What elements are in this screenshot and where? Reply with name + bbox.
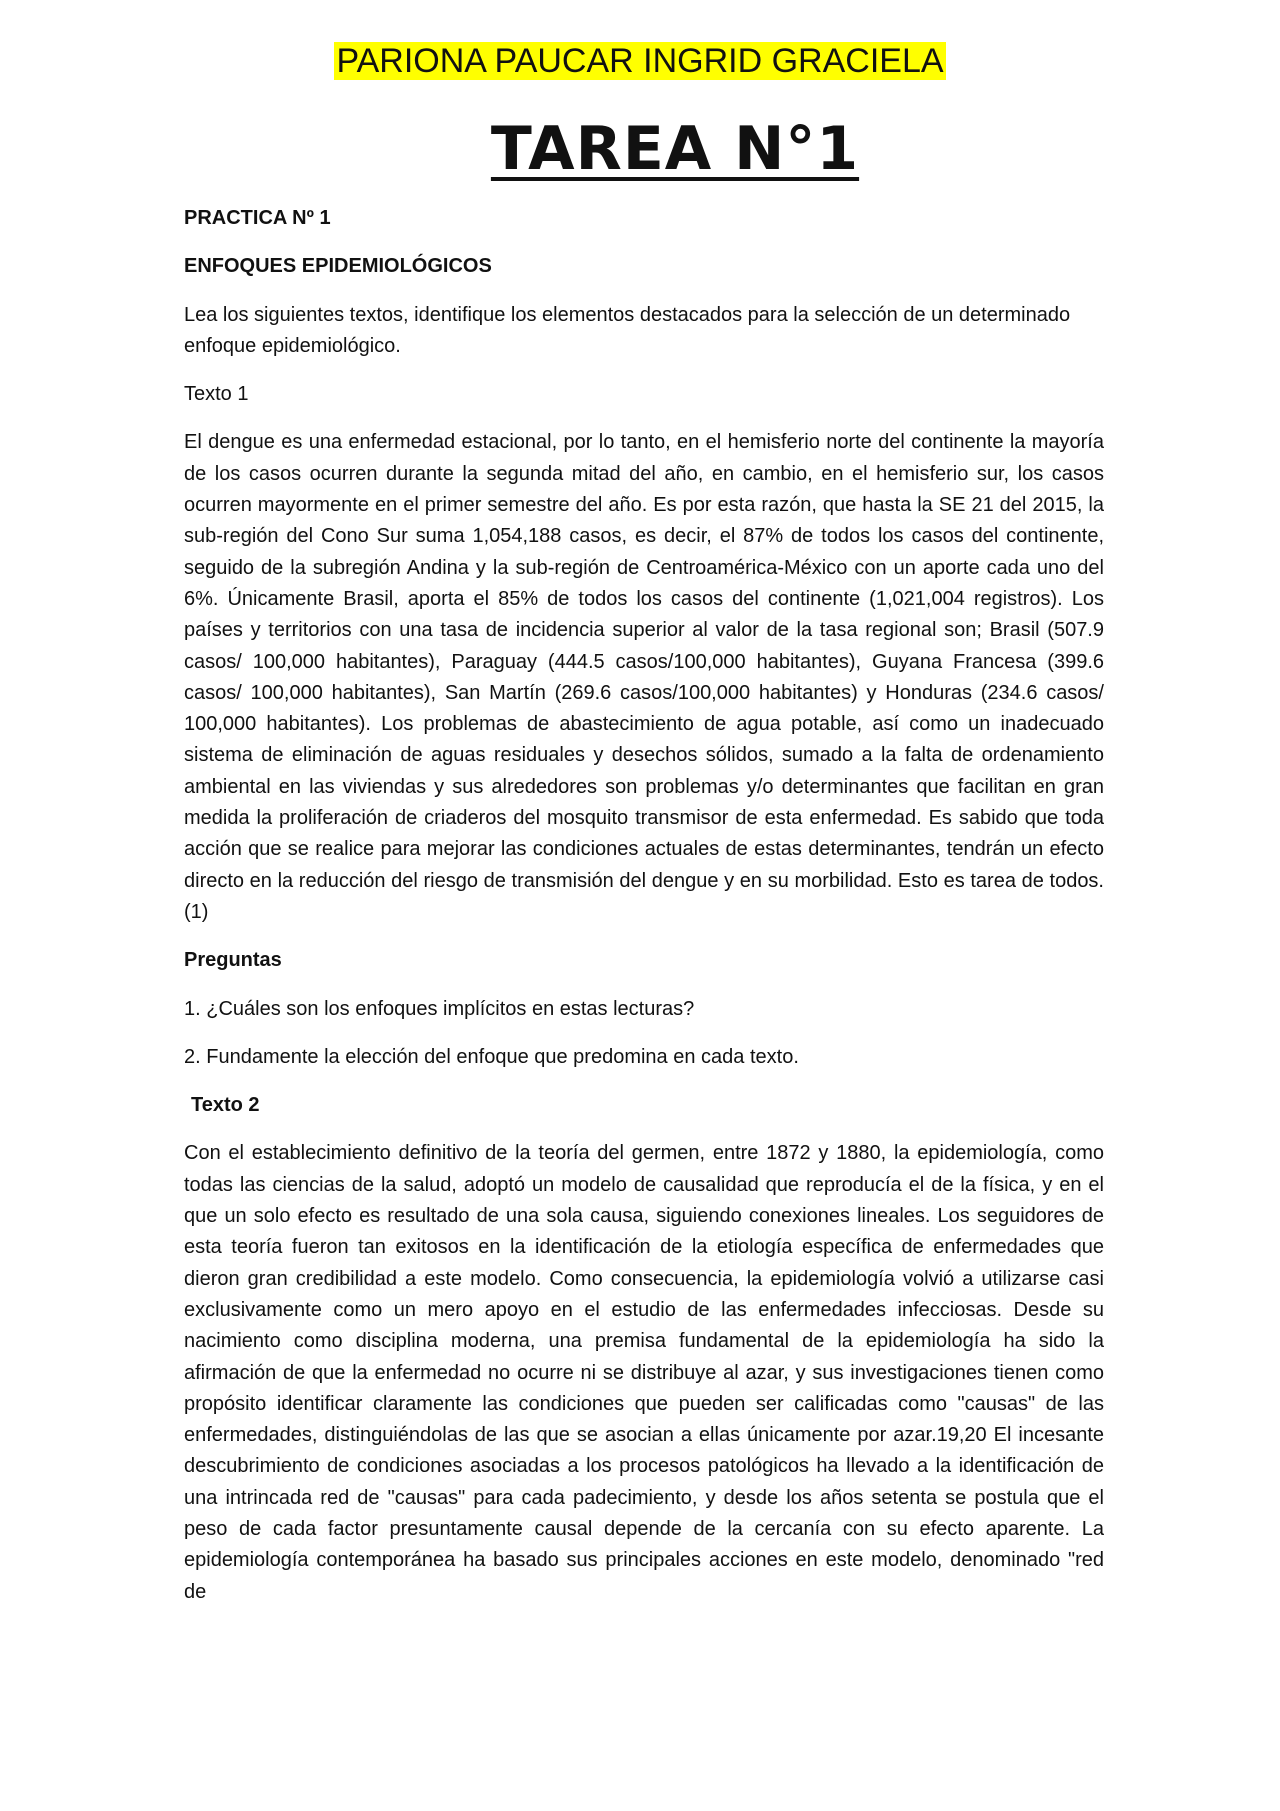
instructions-paragraph: Lea los siguientes textos, identifique los elementos destacados para la selección de un determinado enfoque epidemiológico. — [184, 303, 1071, 357]
main-title — [0, 114, 1280, 184]
text1-body: El dengue es una enfermedad estacional, por lo tanto, en el hemisferio norte del continente la mayoría de los casos ocurren durante la segunda mitad del año, en cambio, en el hemisferio sur, los casos ocurren mayormente en el primer semestre del año. Es por esta razón, que hasta la SE 21 del 2015, la sub-región del Cono Sur suma 1,054,188 casos, es decir, el 87% de todos los casos del continente, seguido de la subregión Andina y la sub-región de Centroamérica-México con un aporte cada uno del 6%. Únicamente Brasil, aporta el 85% de todos los casos del continente (1,021,004 registros). Los países y territorios con una tasa de incidencia superior al valor de la tasa regional son; Brasil (507.9 casos/ 100,000 habitantes), Paraguay (444.5 casos/100,000 habitantes), Guyana Francesa (399.6 casos/ 100,000 habitantes), San Martín (269.6 casos/100,000 habitantes) y Honduras (234.6 casos/ 100,000 habitantes). Los problemas de abastecimiento de agua potable, así como un inadecuado sistema de eliminación de aguas residuales y desechos sólidos, sumado a la falta de ordenamiento ambiental en las viviendas y sus alrededores son problemas y/o determinantes que facilitan en gran medida la proliferación de criaderos del mosquito transmisor de esta enfermedad. Es sabido que toda acción que se realice para mejorar las condiciones actuales de estas determinantes, tendrán un efecto directo en la reducción del riesgo de transmisión del dengue y en su morbilidad. Esto es tarea de todos.(1) — [184, 431, 1104, 923]
questions-heading: Preguntas — [184, 949, 282, 972]
main-title-text: TAREA N°1 — [490, 114, 860, 184]
practice-heading: PRACTICA Nº 1 — [184, 207, 331, 229]
author-name-highlight: PARIONA PAUCAR INGRID GRACIELA — [336, 42, 944, 80]
question-item-1: 1. ¿Cuáles son los enfoques implícitos en estas lecturas? — [184, 997, 695, 1020]
text2-body: Con el establecimiento definitivo de la teoría del germen, entre 1872 y 1880, la epidemiología, como todas las ciencias de la salud, adoptó un modelo de causalidad que reproducía el de la física, y en el que un solo efecto es resultado de una sola causa, siguiendo conexiones lineales. Los seguidores de esta teoría fueron tan exitosos en la identificación de la etiología específica de enfermedades que dieron gran credibilidad a este modelo. Como consecuencia, la epidemiología volvió a utilizarse casi exclusivamente como un mero apoyo en el estudio de las enfermedades infecciosas. Desde su nacimiento como disciplina moderna, una premisa fundamental de la epidemiología ha sido la afirmación de que la enfermedad no ocurre ni se distribuye al azar, y sus investigaciones tienen como propósito identificar claramente las condiciones que pueden ser calificadas como "causas" de las enfermedades, distinguiéndolas de las que se asocian a ellas únicamente por azar.19,20 El incesante descubrimiento de condiciones asociadas a los procesos patológicos ha llevado a la identificación de una intrincada red de "causas" para cada padecimiento, y desde los años setenta se postula que el peso de cada factor presuntamente causal depende de la cercanía con su efecto aparente. La epidemiología contemporánea ha basado sus principales acciones en este modelo, denominado "red de — [184, 1142, 1104, 1603]
section-title: ENFOQUES EPIDEMIOLÓGICOS — [184, 255, 492, 278]
author-name — [0, 38, 1280, 84]
document-body — [184, 203, 1104, 1625]
question-item-2: 2. Fundamente la elección del enfoque que predomina en cada texto. — [184, 1045, 799, 1068]
text1-label: Texto 1 — [184, 383, 249, 406]
text2-label: Texto 2 — [191, 1094, 260, 1117]
